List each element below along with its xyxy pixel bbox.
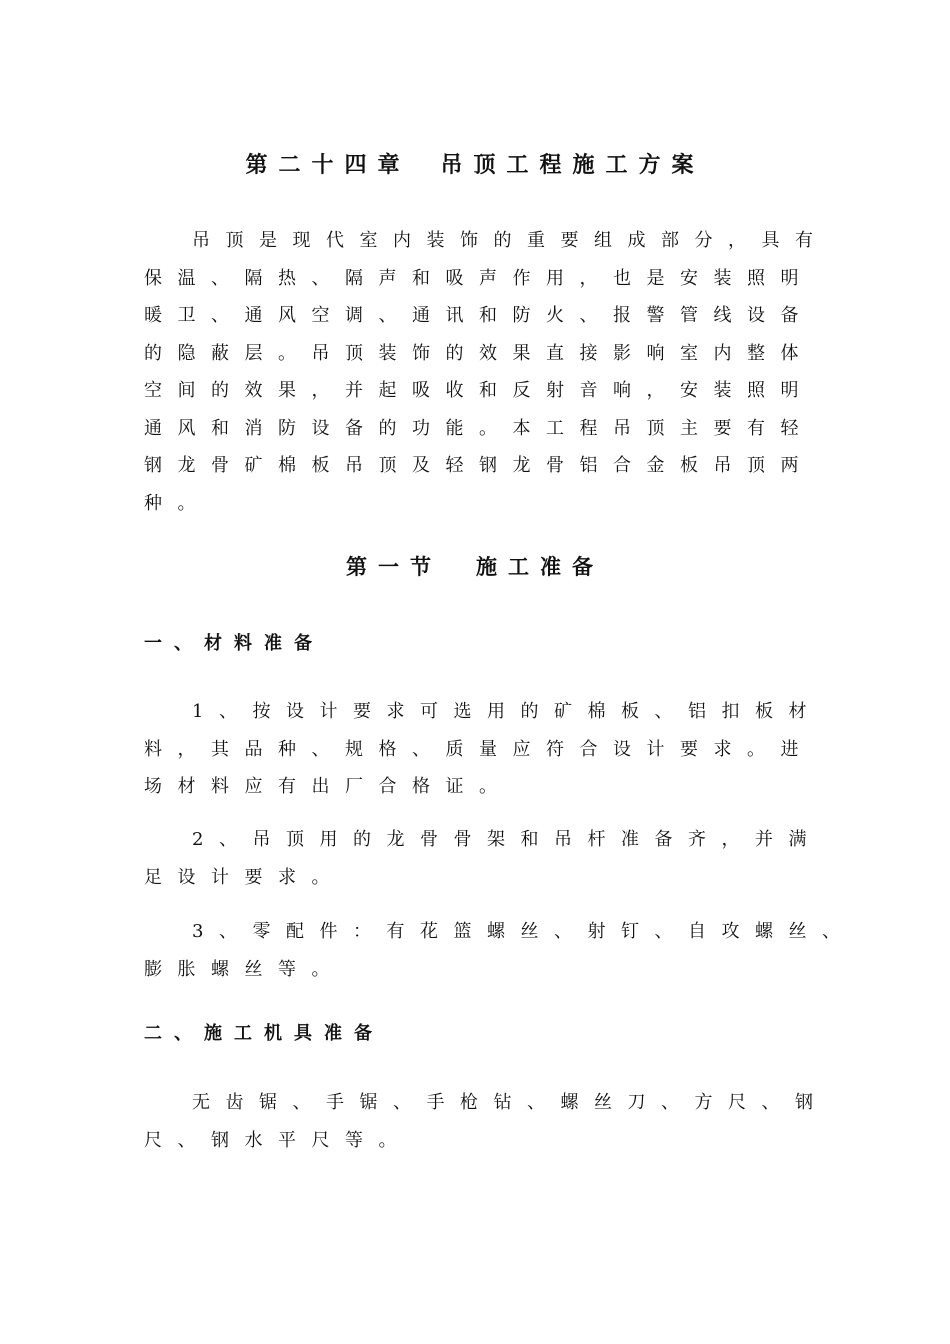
materials-item-3 xyxy=(144,913,856,988)
paragraph-line: 通风和消防设备的功能。本工程吊顶主要有轻 xyxy=(144,417,814,439)
chapter-name: 吊顶工程施工方案 xyxy=(440,153,705,178)
section-name: 施工准备 xyxy=(476,555,604,579)
paragraph-line: 料，其品种、规格、质量应符合设计要求。进 xyxy=(144,738,814,760)
materials-heading: 一、材料准备 xyxy=(144,633,324,654)
tools-heading: 二、施工机具准备 xyxy=(144,1023,384,1044)
paragraph-line: 种。 xyxy=(144,492,211,514)
paragraph-line: 足设计要求。 xyxy=(144,866,345,888)
paragraph-line: 空间的效果，并起吸收和反射音响，安装照明 xyxy=(144,380,814,401)
section-title xyxy=(0,551,950,583)
paragraph-line: 1、按设计要求可选用的矿棉板、铝扣板材 xyxy=(192,701,822,722)
tools-paragraph xyxy=(144,1084,834,1159)
materials-item-1 xyxy=(144,693,834,806)
section-number: 第一节 xyxy=(346,555,442,579)
paragraph-line: 尺、钢水平尺等。 xyxy=(144,1129,412,1151)
paragraph-line: 2、吊顶用的龙骨骨架和吊杆准备齐，并满 xyxy=(192,829,822,850)
paragraph-line: 3、零配件：有花篮螺丝、射钉、自攻螺丝、 xyxy=(192,921,856,942)
intro-paragraph xyxy=(144,222,834,522)
paragraph-line: 钢龙骨矿棉板吊顶及轻钢龙骨铝合金板吊顶两 xyxy=(144,455,814,476)
paragraph-line: 的隐蔽层。吊顶装饰的效果直接影响室内整体 xyxy=(144,342,814,364)
paragraph-line: 场材料应有出厂合格证。 xyxy=(144,776,513,797)
paragraph-line: 保温、隔热、隔声和吸声作用，也是安装照明 xyxy=(144,267,814,289)
paragraph-line: 膨胀螺丝等。 xyxy=(144,958,345,980)
paragraph-line: 无齿锯、手锯、手枪钻、螺丝刀、方尺、钢 xyxy=(192,1092,829,1113)
chapter-title xyxy=(0,150,950,182)
paragraph-line: 暖卫、通风空调、通讯和防火、报警管线设备 xyxy=(144,305,814,326)
materials-item-2 xyxy=(144,821,834,896)
paragraph-line: 吊顶是现代室内装饰的重要组成部分，具有 xyxy=(192,230,829,251)
chapter-number: 第二十四章 xyxy=(245,153,411,178)
